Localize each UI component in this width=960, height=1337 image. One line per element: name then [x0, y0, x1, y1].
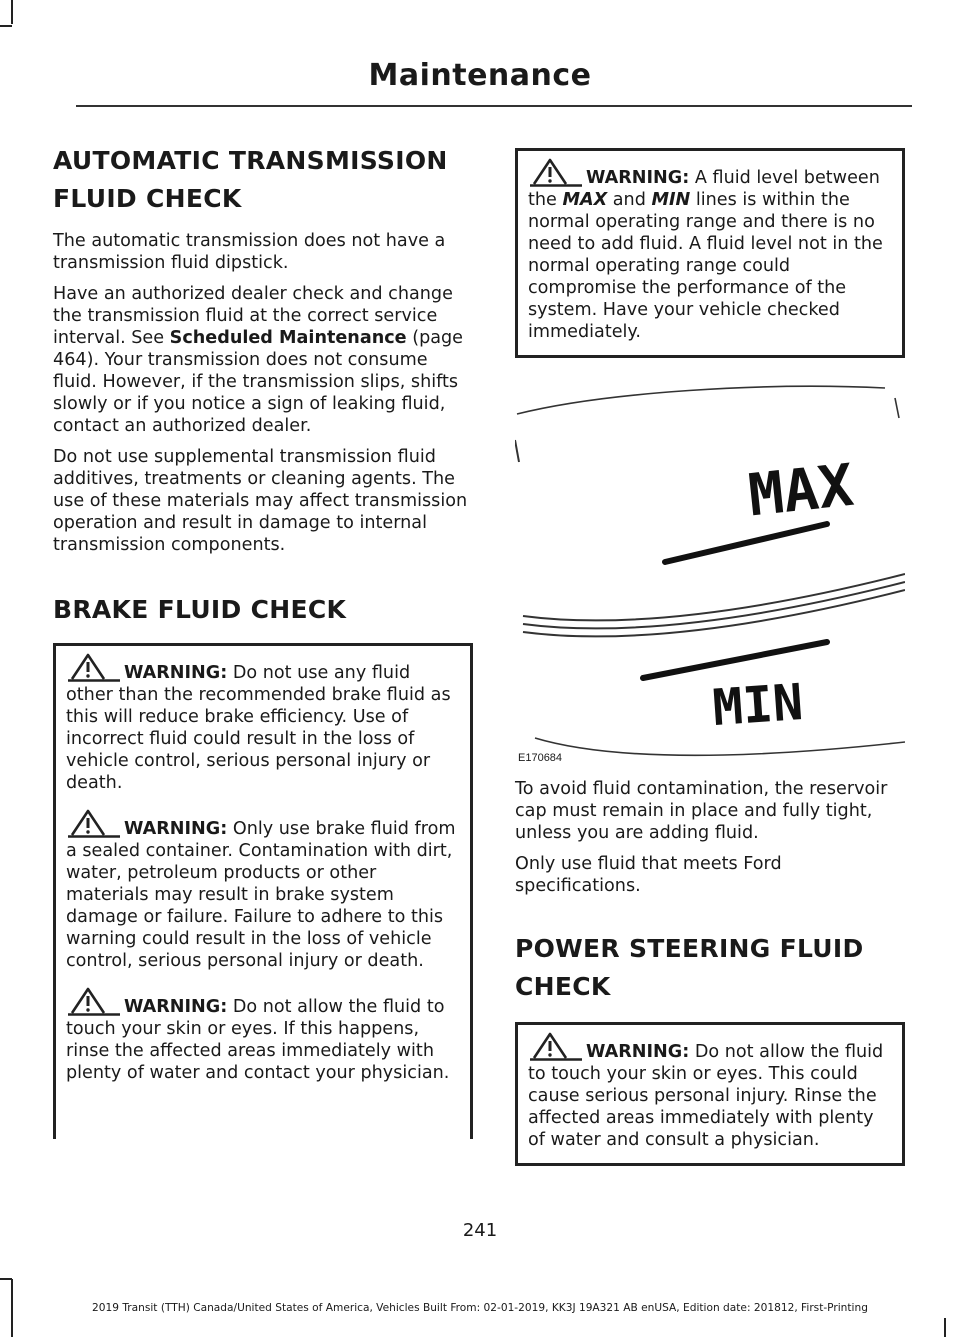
header-divider [76, 105, 912, 107]
crop-mark [944, 1318, 946, 1337]
brake-fluid-reservoir-illustration [515, 370, 905, 766]
warning-box [515, 148, 905, 358]
min-mark-label: MIN [710, 672, 805, 738]
reservoir-drawing [515, 370, 905, 766]
page-footer: 2019 Transit (TTH) Canada/United States of America, Vehicles Built From: 02-01-2019, KK3J 19A321 AB enUSA, Edition date: 201812, First-Printing [92, 1302, 868, 1314]
crop-mark [0, 25, 12, 27]
warning: WARNING: Do not allow the fluid to touch your skin or eyes. If this happens, rinse the affected areas immediately with plenty of water and contact your physician. [66, 986, 462, 1084]
warning-triangle-icon [66, 986, 120, 1016]
warning-triangle-icon [66, 808, 120, 838]
warning: WARNING: Do not allow the fluid to touch your skin or eyes. This could cause serious personal injury. Rinse the affected areas immediately with plenty of water and consult a physician. [528, 1031, 894, 1151]
left-column [53, 142, 473, 1139]
paragraph: Only use fluid that meets Ford specifications. [515, 854, 782, 896]
page-header-title: Maintenance [368, 58, 592, 93]
warning-triangle-icon [528, 157, 582, 187]
figure-id: E170684 [518, 752, 563, 764]
warning-box [53, 643, 473, 1139]
warning-triangle-icon [528, 1031, 582, 1061]
warning: WARNING: Do not use any fluid other than the recommended brake fluid as this will reduce brake efficiency. Use of incorrect fluid could result in the loss of vehicle control, serious personal injury or death. [66, 652, 462, 794]
section-title-atf: AUTOMATIC TRANSMISSION FLUID CHECK [53, 146, 448, 213]
warning-box [515, 1022, 905, 1166]
section-title-power-steering: POWER STEERING FLUID CHECK [515, 934, 864, 1001]
paragraph: Have an authorized dealer check and change the transmission fluid at the correct service interval. See Scheduled Maintenance (page 464). Your transmission does not consume fluid. However, if the transmission slips, shifts slowly or if you notice a sign of leaking fluid, contact an authorized dealer. [53, 284, 464, 436]
crop-mark [11, 0, 13, 24]
paragraph: The automatic transmission does not have a transmission fluid dipstick. [53, 231, 446, 273]
max-mark-label: MAX [745, 450, 857, 530]
paragraph: Do not use supplemental transmission fluid additives, treatments or cleaning agents. The use of these materials may affect transmission operation and result in damage to internal transmission components. [53, 447, 468, 555]
page-number: 241 [462, 1220, 498, 1241]
right-column [515, 148, 905, 1166]
warning: WARNING: A fluid level between the MAX and MIN lines is within the normal operating range and there is no need to add fluid. A fluid level not in the normal operating range could compromise the performance of the system. Have your vehicle checked immediately. [528, 157, 894, 343]
crop-mark [0, 1278, 12, 1280]
warning: WARNING: Only use brake fluid from a sealed container. Contamination with dirt, water, petroleum products or other materials may result in brake system damage or failure. Failure to adhere to this warning could result in the loss of vehicle control, serious personal injury or death. [66, 808, 462, 972]
paragraph: To avoid fluid contamination, the reservoir cap must remain in place and fully tight, unless you are adding fluid. [515, 779, 888, 843]
section-title-brake: BRAKE FLUID CHECK [53, 595, 347, 624]
warning-triangle-icon [66, 652, 120, 682]
cross-reference-link[interactable]: Scheduled Maintenance [169, 328, 407, 348]
